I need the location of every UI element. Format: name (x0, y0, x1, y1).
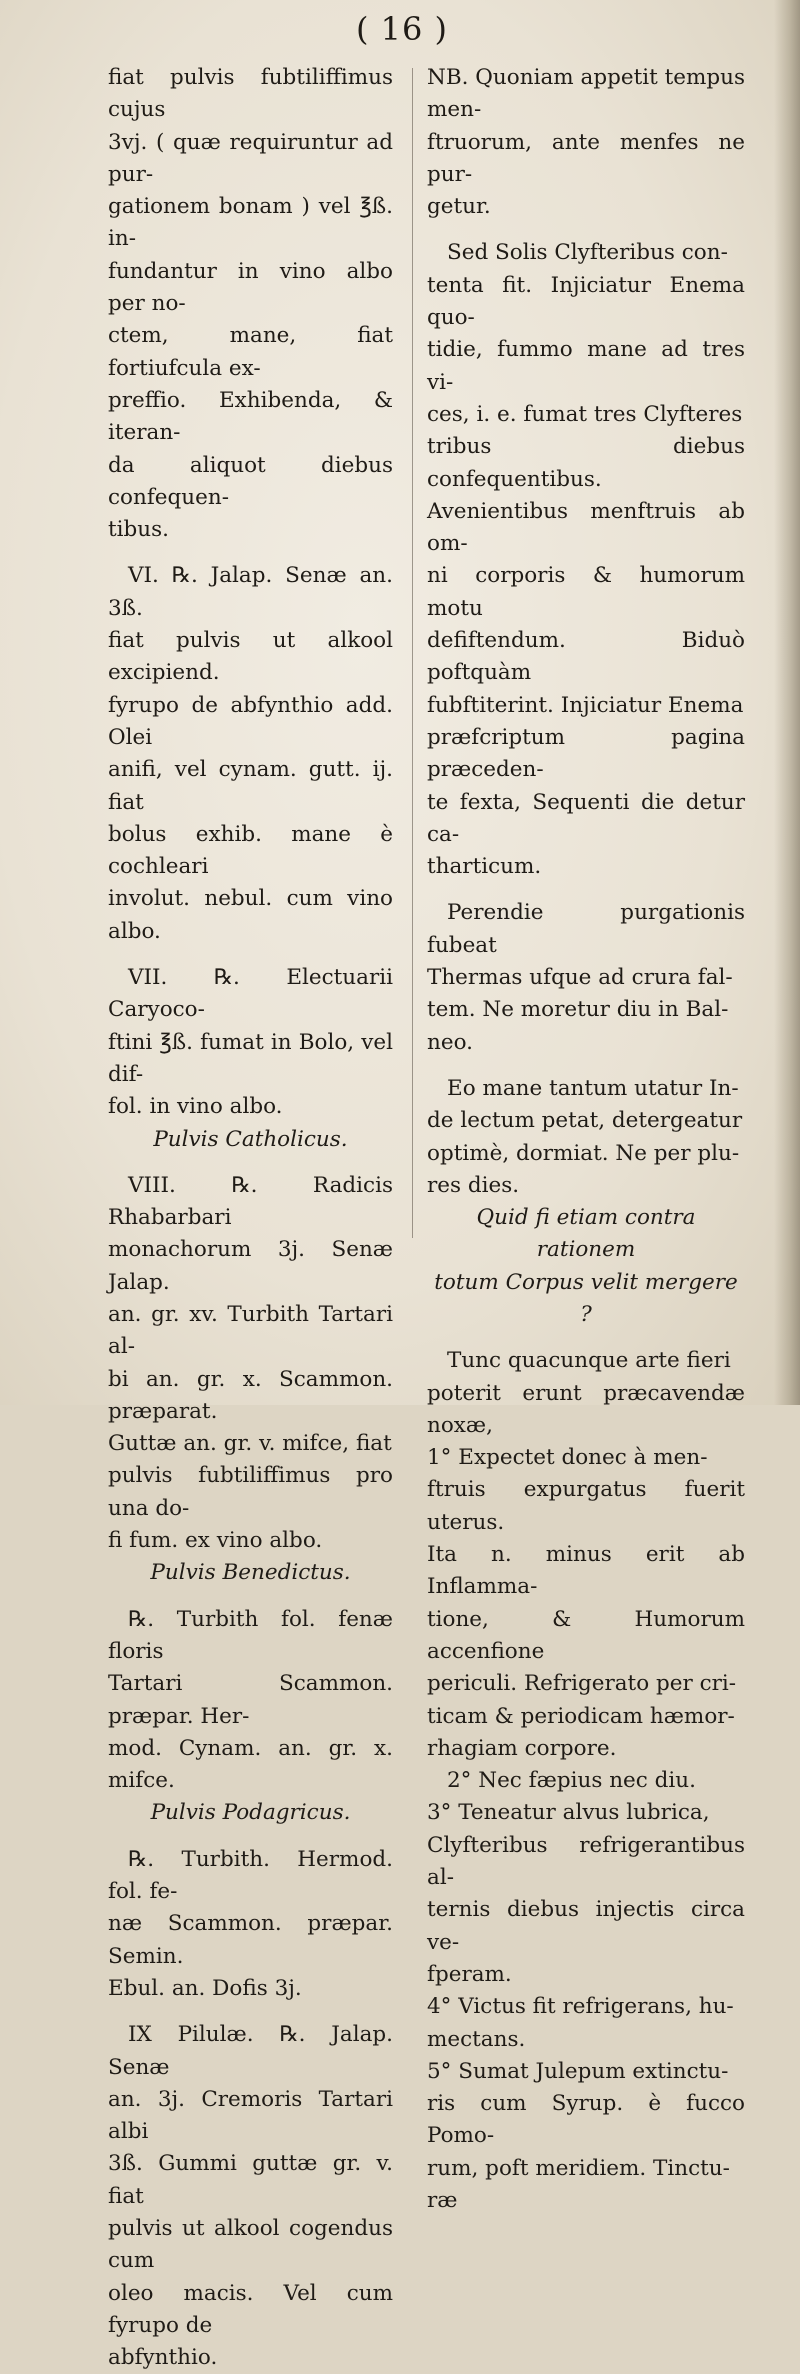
recipe-vi: VI. ℞. Jalap. Senæ an. 3ß. fiat pulvis ut alkool excipiend. fyrupo de abfynthio add. Olei anifi, vel cynam. gutt. ij. fiat bolus exhib. mane è cochleari involut. nebul. cum vino albo. (108, 563, 393, 944)
page-number: ( 16 ) (355, 10, 449, 48)
left-column (108, 62, 393, 2374)
heading-pulvis-benedictus: Pulvis Benedictus. (150, 1560, 351, 1586)
right-column (427, 62, 745, 2217)
recipe-benedictus: ℞. Turbith fol. fenæ floris Tartari Scammon. præpar. Her- mod. Cynam. an. gr. x. mifce. (108, 1606, 393, 1794)
page-edge-shadow (774, 0, 800, 1405)
right-para-nb: NB. Quoniam appetit tempus men- ftruorum, ante menfes ne pur- getur. (427, 65, 745, 220)
right-para-clysteres: Sed Solis Clyfteribus con- tenta fit. Injiciatur Enema quo- tidie, fummo mane ad tres vi- ces, i. e. fumat tres Clyfteres tribus diebus confequentibus. Avenientibus menftruis ab om- ni corporis & humorum motu defiftendum. Biduò poftquàm fubftiterint. Injiciatur Enema præfcriptum pagina præceden- te fexta, Sequenti die detur ca- tharticum. (427, 240, 745, 880)
right-para-lectum: Eo mane tantum utatur In- de lectum petat, detergeatur optimè, dormiat. Ne per plu- res dies. (427, 1075, 743, 1198)
left-para-1: fiat pulvis fubtiliffimus cujus 3vj. ( quæ requiruntur ad pur- gationem bonam ) vel ℥ß. in- fundantur in vino albo per no- ctem, mane, fiat fortiufcula ex- preffio. Exhibenda, & iteran- da aliquot diebus confequen- tibus. (108, 65, 393, 543)
recipe-ix-pilulae: IX Pilulæ. ℞. Jalap. Senæ an. 3j. Cremoris Tartari albi 3ß. Gummi guttæ gr. v. fiat pulvis ut alkool cogendus cum oleo macis. Vel cum fyrupo de abfynthio. (108, 2022, 393, 2371)
heading-pulvis-catholicus: Pulvis Catholicus. (153, 1126, 348, 1152)
heading-pulvis-podagricus: Pulvis Podagricus. (150, 1800, 351, 1826)
heading-quid-si: Quid fi etiam contra rationem totum Corpus velit mergere ? (434, 1205, 738, 1327)
recipe-viii: VIII. ℞. Radicis Rhabarbari monachorum 3j. Senæ Jalap. an. gr. xv. Turbith Tartari al- bi an. gr. x. Scammon. præparat. Guttæ an. gr. v. mifce, fiat pulvis fubtiliffimus pro una do- fi fum. ex vino albo. (108, 1172, 393, 1554)
recipe-podagricus: ℞. Turbith. Hermod. fol. fe- næ Scammon. præpar. Semin. Ebul. an. Dofis 3j. (108, 1846, 393, 2001)
right-para-tunc: Tunc quacunque arte fieri poterit erunt præcavendæ noxæ, 1° Expectet donec à men- ftruis expurgatus fuerit uterus. Ita n. minus erit ab Inflamma- tione, & Humorum accenfione periculi. Refrigerato per cri- ticam & periodicam hæmor- rhagiam corpore. (427, 1348, 745, 1761)
right-para-numbered: 2° Nec fæpius nec diu. 3° Teneatur alvus lubrica, Clyfteribus refrigerantibus al- ternis diebus injectis circa ve- fperam. 4° Victus fit refrigerans, hu- mectans. 5° Sumat Julepum extinctu- ris cum Syrup. è fucco Pomo- rum, poft meridiem. Tinctu- ræ (427, 1768, 745, 2213)
column-divider (412, 68, 413, 1238)
right-para-thermas: Perendie purgationis fubeat Thermas ufque ad crura fal- tem. Ne moretur diu in Bal- neo. (427, 900, 745, 1055)
recipe-vii: VII. ℞. Electuarii Caryoco- ftini ℥ß. fumat in Bolo, vel dif- fol. in vino albo. (108, 965, 393, 1120)
